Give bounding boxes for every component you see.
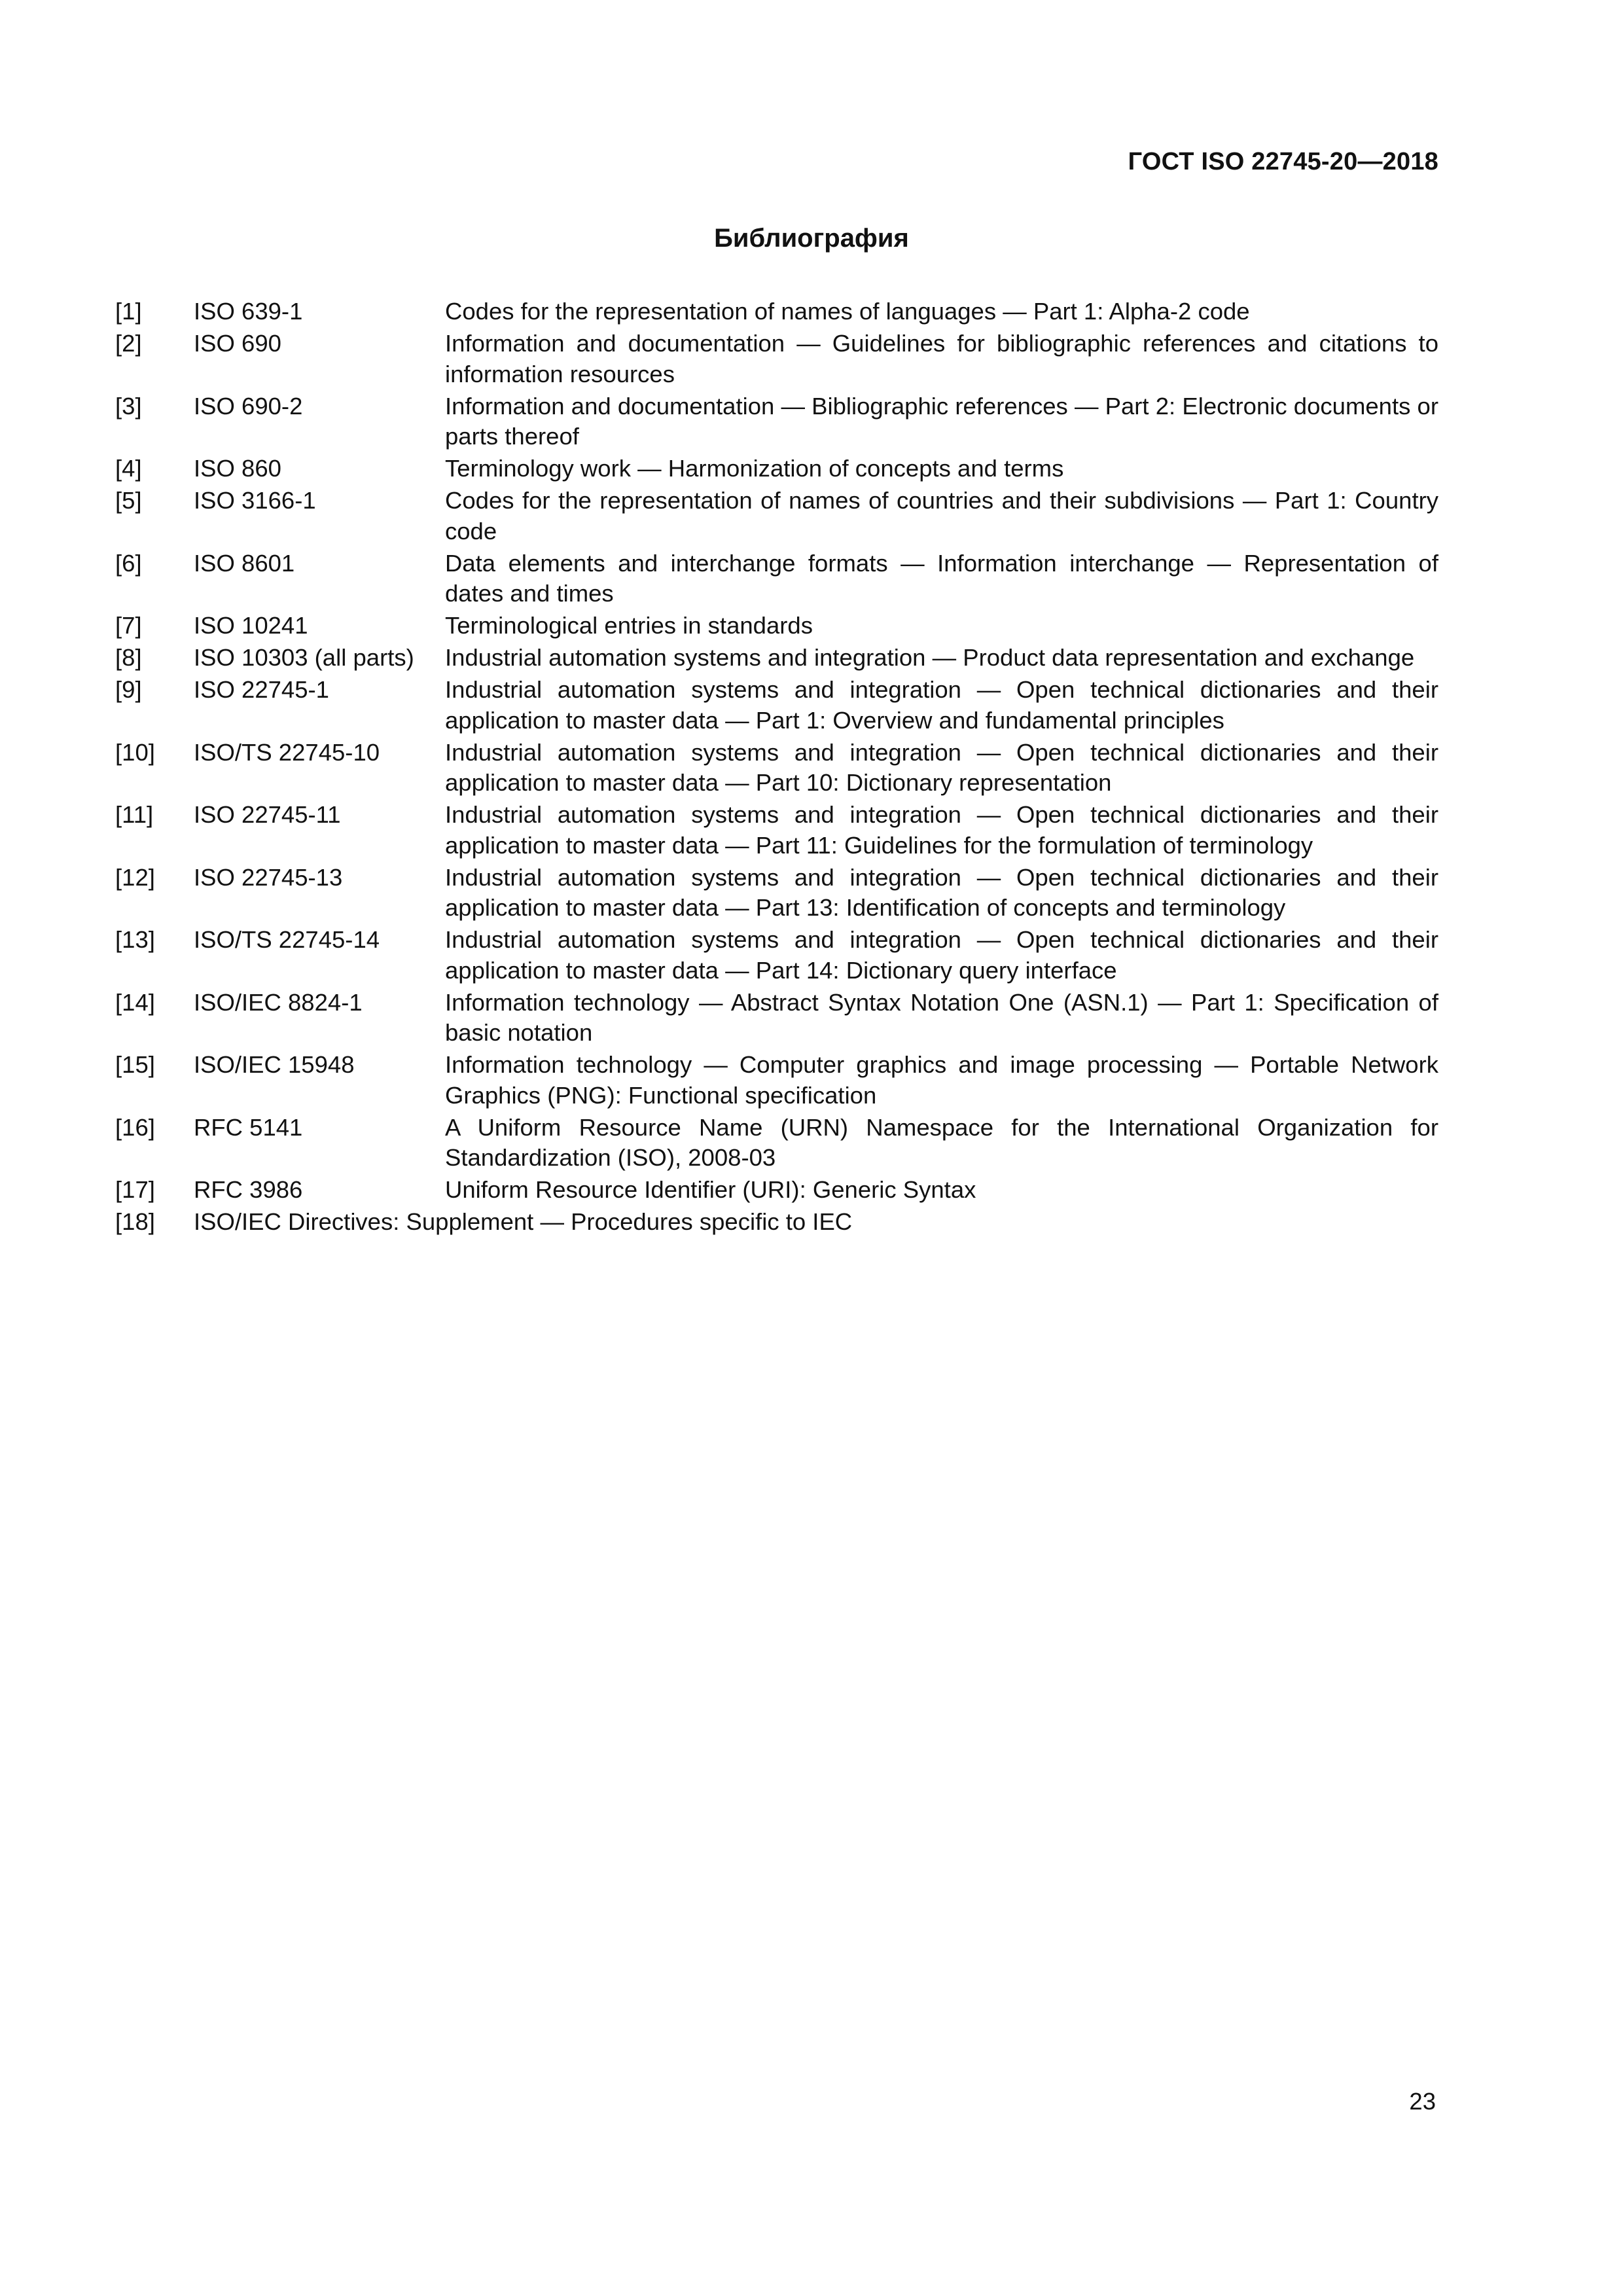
entry-reference: RFC 3986	[194, 1176, 303, 1203]
entry-description: Information technology — Computer graphics and image processing — Portable Network Graphics (PNG): Functional specification	[445, 1051, 1438, 1109]
entry-description: Terminology work — Harmonization of concepts and terms	[445, 455, 1064, 482]
entry-reference: ISO 3166-1	[194, 487, 316, 514]
entry-description: Information technology — Abstract Syntax Notation One (ASN.1) — Part 1: Specification of basic notation	[445, 988, 1438, 1046]
bibliography-entry	[115, 1175, 1438, 1206]
bibliography-entry	[115, 329, 1438, 389]
section-title: Библиография	[714, 224, 909, 253]
entry-number: [17]	[115, 1176, 155, 1203]
entry-description: Information and documentation — Bibliographic references — Part 2: Electronic documents or parts thereof	[445, 392, 1438, 450]
entry-number: [3]	[115, 392, 142, 420]
entry-reference: ISO/IEC 8824-1	[194, 988, 363, 1016]
entry-number: [10]	[115, 738, 155, 766]
entry-reference: ISO 22745-11	[194, 801, 341, 828]
entry-description: Industrial automation systems and integration — Open technical dictionaries and their application to master data — Part 13: Identification of concepts and terminology	[445, 863, 1438, 921]
entry-reference: ISO/TS 22745-14	[194, 926, 380, 953]
entry-reference: ISO 8601	[194, 549, 295, 577]
entry-number: [7]	[115, 612, 142, 639]
bibliography-entry	[115, 643, 1438, 673]
entry-reference: ISO 860	[194, 455, 281, 482]
entry-number: [6]	[115, 549, 142, 577]
entry-description: Industrial automation systems and integration — Open technical dictionaries and their application to master data — Part 11: Guidelines for the formulation of terminology	[445, 801, 1438, 859]
entry-reference: ISO 22745-1	[194, 676, 329, 703]
entry-number: [11]	[115, 801, 154, 828]
entry-number: [12]	[115, 863, 155, 891]
entry-reference: ISO 22745-13	[194, 863, 343, 891]
entry-number: [18]	[115, 1208, 155, 1235]
entry-number: [14]	[115, 988, 155, 1016]
bibliography-entry	[115, 296, 1438, 327]
entry-reference: ISO/IEC 15948	[194, 1051, 355, 1078]
entry-number: [4]	[115, 455, 142, 482]
entry-description: Industrial automation systems and integration — Open technical dictionaries and their application to master data — Part 10: Dictionary representation	[445, 738, 1438, 796]
entry-reference: ISO 690-2	[194, 392, 303, 420]
entry-description: Uniform Resource Identifier (URI): Generic Syntax	[445, 1176, 976, 1203]
bibliography-entry	[115, 391, 1438, 452]
document-code: ГОСТ ISO 22745-20—2018	[1128, 148, 1438, 175]
bibliography-entry	[115, 1207, 1438, 1238]
entry-reference: RFC 5141	[194, 1113, 303, 1141]
page-number: 23	[1409, 2088, 1436, 2115]
bibliography-entry	[115, 611, 1438, 641]
entry-number: [8]	[115, 644, 142, 671]
bibliography-entry	[115, 548, 1438, 609]
entry-number: [2]	[115, 330, 142, 357]
bibliography-entry	[115, 1113, 1438, 1174]
entry-reference: ISO 10241	[194, 612, 308, 639]
entry-reference: ISO 639-1	[194, 298, 303, 325]
entry-number: [9]	[115, 676, 142, 703]
bibliography-entry	[115, 1050, 1438, 1111]
entry-reference: ISO/TS 22745-10	[194, 738, 380, 766]
bibliography-entry	[115, 800, 1438, 861]
entry-description: Industrial automation systems and integration — Product data representation and exchange	[445, 644, 1415, 671]
entry-description: Codes for the representation of names of countries and their subdivisions — Part 1: Country code	[445, 487, 1438, 545]
entry-number: [1]	[115, 298, 142, 325]
entry-number: [5]	[115, 487, 142, 514]
entry-description: Industrial automation systems and integration — Open technical dictionaries and their application to master data — Part 1: Overview and fundamental principles	[445, 676, 1438, 734]
bibliography-entry	[115, 486, 1438, 547]
entry-description: A Uniform Resource Name (URN) Namespace for the International Organization for Standardization (ISO), 2008-03	[445, 1113, 1438, 1171]
bibliography-list	[115, 296, 1438, 1239]
entry-reference: ISO 690	[194, 330, 281, 357]
bibliography-entry	[115, 925, 1438, 986]
bibliography-entry	[115, 454, 1438, 484]
entry-number: [16]	[115, 1113, 155, 1141]
entry-description: Information and documentation — Guidelines for bibliographic references and citations to information resources	[445, 330, 1438, 387]
entry-description: Codes for the representation of names of languages — Part 1: Alpha-2 code	[445, 298, 1250, 325]
entry-description: Industrial automation systems and integration — Open technical dictionaries and their application to master data — Part 14: Dictionary query interface	[445, 926, 1438, 984]
entry-number: [15]	[115, 1051, 155, 1078]
bibliography-entry	[115, 863, 1438, 924]
entry-reference: ISO/IEC Directives: Supplement — Procedures specific to IEC	[194, 1208, 853, 1235]
entry-reference: ISO 10303 (all parts)	[194, 644, 414, 671]
bibliography-entry	[115, 675, 1438, 736]
entry-number: [13]	[115, 926, 155, 953]
entry-description: Terminological entries in standards	[445, 612, 813, 639]
bibliography-entry	[115, 988, 1438, 1049]
entry-description: Data elements and interchange formats — Information interchange — Representation of dates and times	[445, 549, 1438, 607]
bibliography-entry	[115, 738, 1438, 798]
